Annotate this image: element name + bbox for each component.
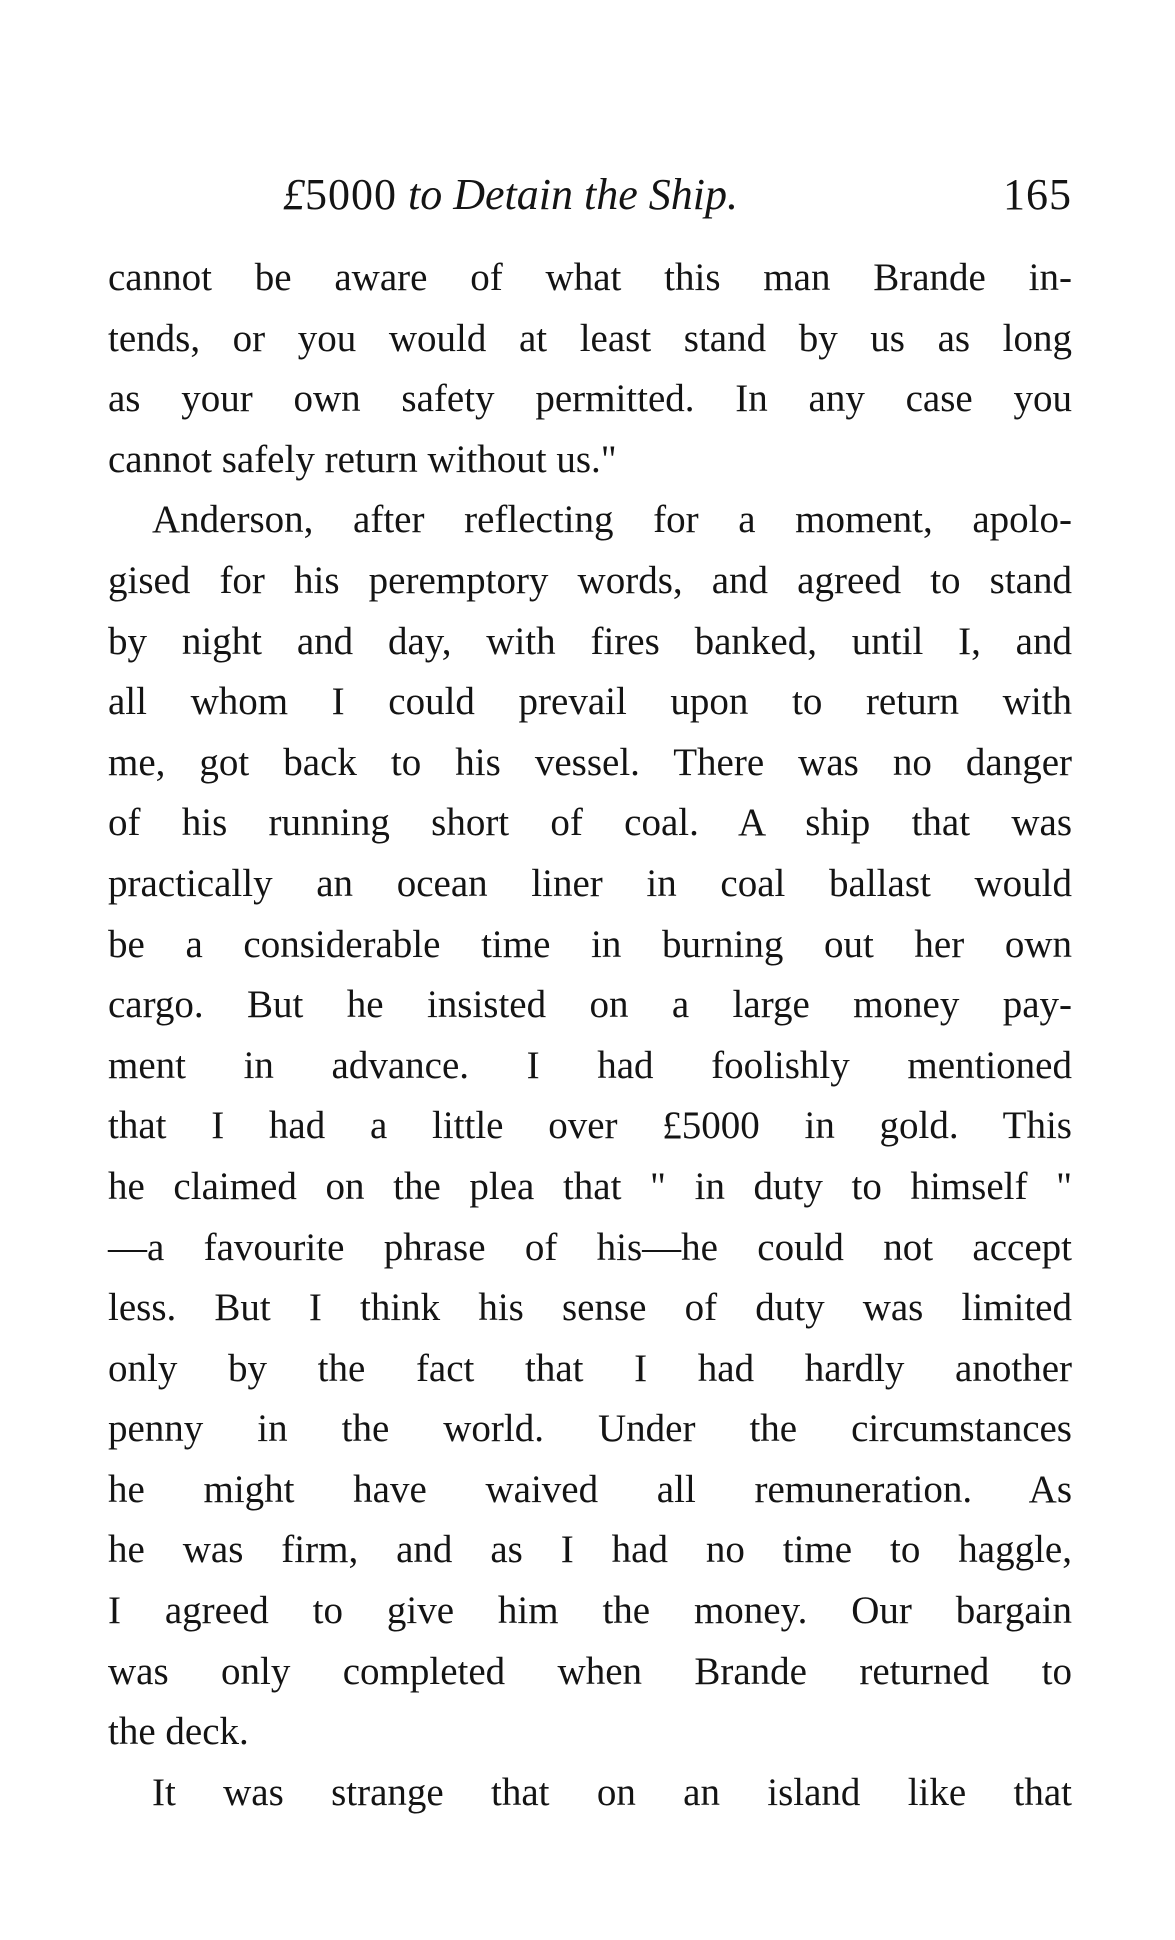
chapter-running-title <box>283 165 738 225</box>
text-line: that I had a little over £5000 in gold. This <box>108 1104 1072 1148</box>
text-line: be a considerable time in burning out her own <box>108 922 1072 966</box>
text-line: he was firm, and as I had no time to haggle, <box>108 1528 1072 1572</box>
text-line: gised for his peremptory words, and agreed to stand <box>108 558 1072 602</box>
text-line: —a favourite phrase of his—he could not accept <box>108 1225 1072 1269</box>
text-line: he might have waived all remuneration. As <box>108 1467 1072 1511</box>
text-line: all whom I could prevail upon to return with <box>108 680 1072 724</box>
paragraph-first-line: Anderson, after reflecting for a moment, apolo- <box>152 498 1072 542</box>
text-line: cannot safely return without us." <box>108 437 617 481</box>
text-line: I agreed to give him the money. Our bargain <box>108 1589 1072 1633</box>
text-line: cargo. But he insisted on a large money pay- <box>108 983 1072 1027</box>
text-line: ment in advance. I had foolishly mentioned <box>108 1043 1072 1087</box>
text-line: of his running short of coal. A ship that was <box>108 801 1072 845</box>
text-line: practically an ocean liner in coal ballast would <box>108 861 1072 905</box>
text-line: cannot be aware of what this man Brande in- <box>108 256 1072 299</box>
text-line: by night and day, with fires banked, until I, and <box>108 619 1072 663</box>
text-line: the deck. <box>108 1710 249 1754</box>
text-line: less. But I think his sense of duty was limited <box>108 1286 1072 1330</box>
text-line: me, got back to his vessel. There was no danger <box>108 740 1072 784</box>
paragraph-first-line: It was strange that on an island like that <box>152 1770 1072 1814</box>
running-title-amount: 5000 <box>305 170 397 219</box>
page-number: 165 <box>1003 170 1072 219</box>
text-line: only by the fact that I had hardly another <box>108 1346 1072 1390</box>
running-head <box>108 165 1072 225</box>
text-line: penny in the world. Under the circumstances <box>108 1407 1072 1451</box>
body-text <box>108 248 1072 1823</box>
text-line: was only completed when Brande returned to <box>108 1649 1072 1693</box>
running-title-pound-sign: £ <box>283 170 305 219</box>
text-line: he claimed on the plea that " in duty to himself " <box>108 1164 1072 1208</box>
running-title-text: to Detain the Ship. <box>408 170 738 219</box>
text-line: as your own safety permitted. In any case you <box>108 377 1072 421</box>
text-line: tends, or you would at least stand by us as long <box>108 316 1072 360</box>
